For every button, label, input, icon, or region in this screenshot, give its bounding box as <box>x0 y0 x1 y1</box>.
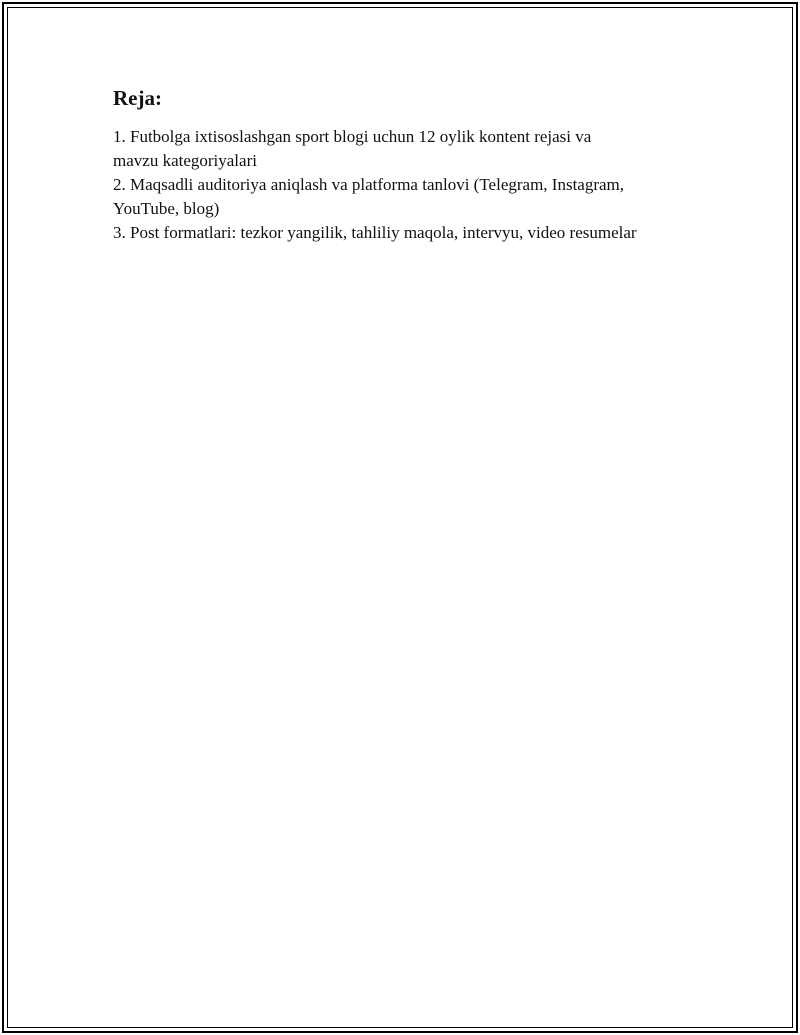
plan-item-number: 3. <box>113 223 130 243</box>
plan-item <box>113 221 693 245</box>
plan-list <box>113 125 693 245</box>
plan-item-text: Maqsadli auditoriya aniqlash va platforma tanlovi (Telegram, Instagram, YouTube, blog) <box>113 175 625 219</box>
plan-item-text: Futbolga ixtisoslashgan sport blogi uchun 12 oylik kontent rejasi va mavzu kategoriyalari <box>113 127 592 171</box>
plan-item-text: Post formatlari: tezkor yangilik, tahliliy maqola, intervyu, video resumelar <box>130 223 637 243</box>
document-body <box>113 86 693 245</box>
plan-item-number: 1. <box>113 127 130 147</box>
plan-item <box>113 173 693 221</box>
plan-item <box>113 125 693 173</box>
plan-item-number: 2. <box>113 175 130 195</box>
plan-heading: Reja: <box>113 86 162 110</box>
